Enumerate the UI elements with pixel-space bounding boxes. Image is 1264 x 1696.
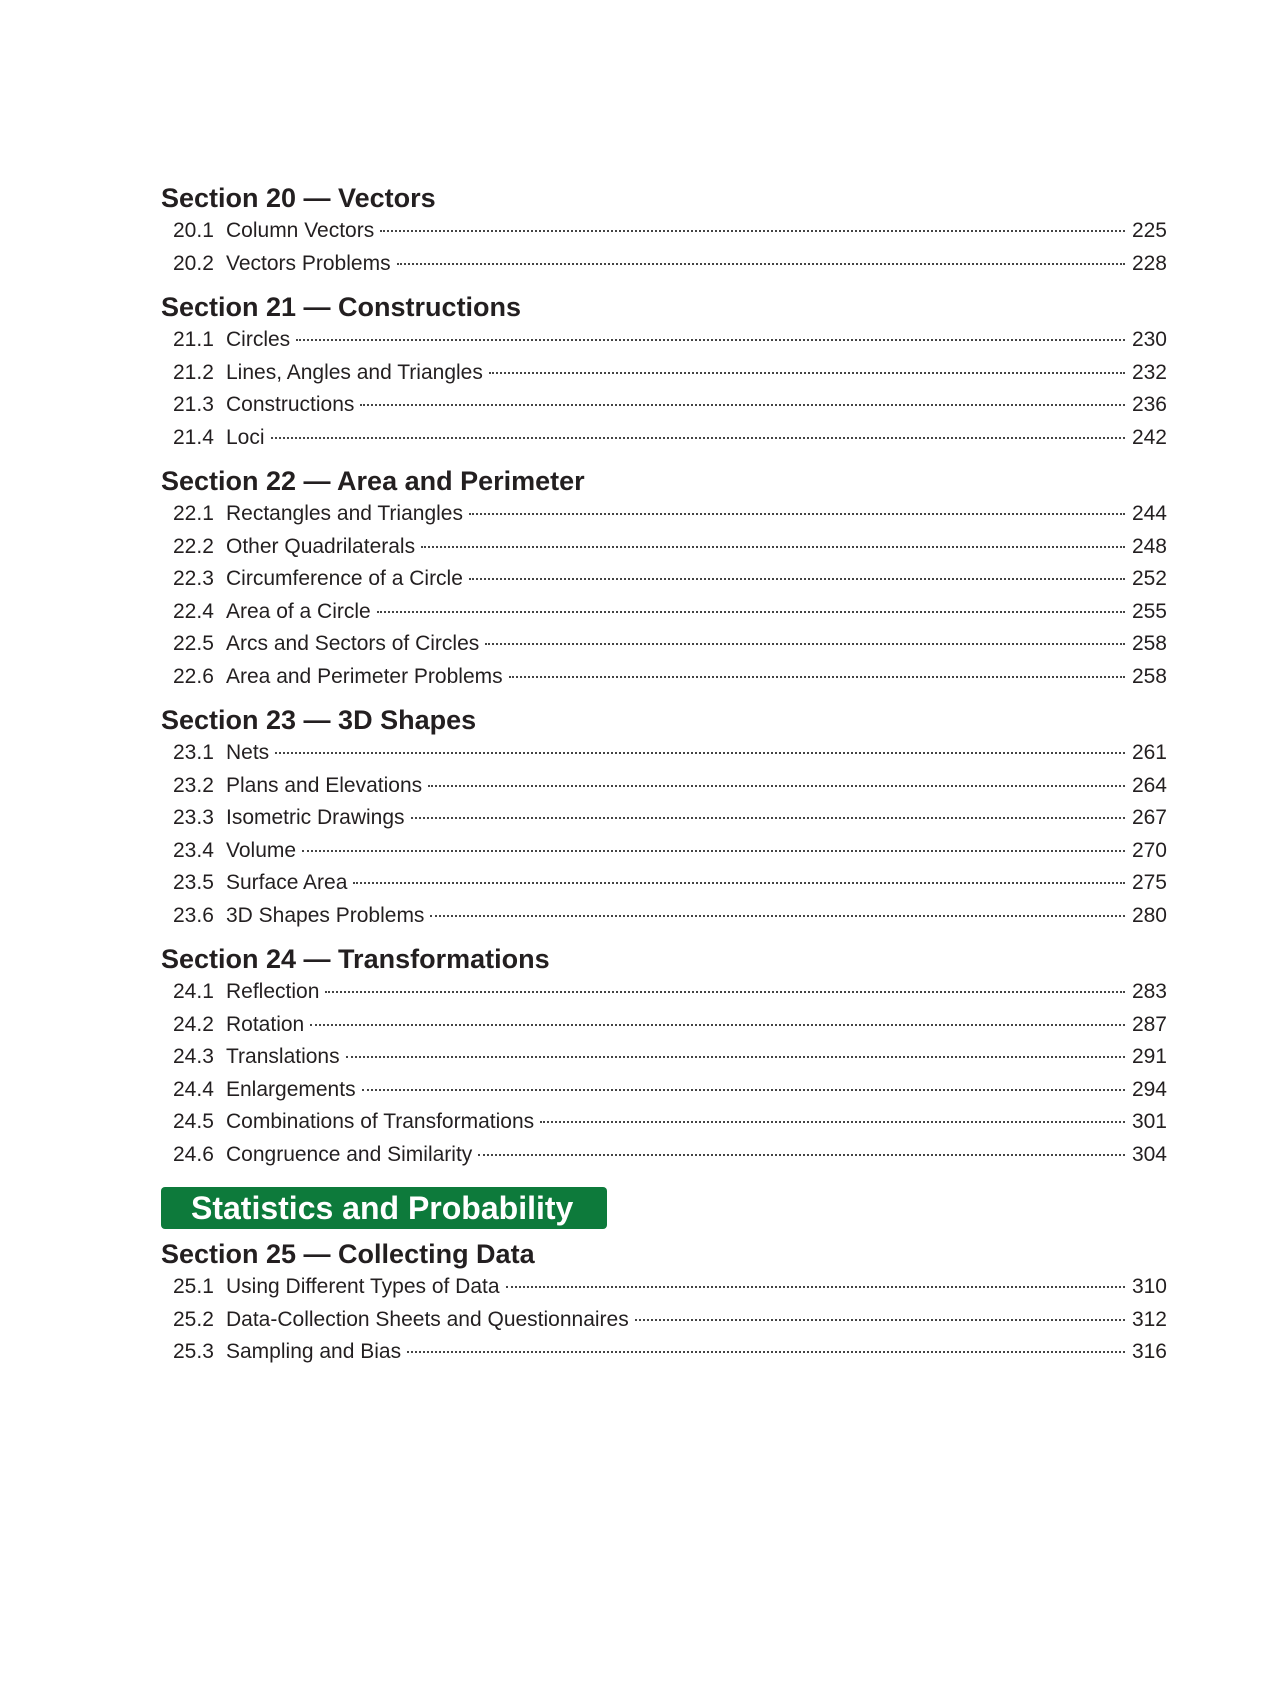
- entry-page-number: 258: [1131, 664, 1167, 688]
- entry-title: Nets: [226, 741, 270, 764]
- toc-entry[interactable]: [161, 661, 1167, 694]
- entry-number: 24.6: [173, 1142, 214, 1166]
- toc-section: [161, 181, 1167, 280]
- toc-entry[interactable]: [161, 389, 1167, 422]
- dot-leader: [380, 230, 1125, 232]
- toc-entry[interactable]: [161, 1336, 1167, 1369]
- entry-title: Loci: [226, 425, 265, 449]
- dot-leader: [407, 1351, 1125, 1353]
- entry-title: Area of a Circle: [226, 599, 371, 623]
- dot-leader: [635, 1319, 1125, 1321]
- entry-page-number: 225: [1131, 219, 1167, 242]
- dot-leader: [353, 882, 1125, 884]
- entry-page-number: 312: [1131, 1307, 1167, 1331]
- dot-leader: [275, 752, 1125, 754]
- toc-entry[interactable]: [161, 324, 1167, 357]
- entry-number: 23.3: [173, 806, 214, 829]
- entry-title: Using Different Types of Data: [226, 1275, 500, 1298]
- toc-entry[interactable]: [161, 802, 1167, 835]
- entry-title: Constructions: [226, 393, 355, 416]
- section-title: Section 23 — 3D Shapes: [161, 705, 477, 735]
- entry-number: 23.2: [173, 773, 214, 797]
- entry-number: 23.5: [173, 871, 214, 894]
- entry-title: Surface Area: [226, 871, 348, 894]
- section-title: Section 22 — Area and Perimeter: [161, 466, 585, 496]
- toc-entry[interactable]: [161, 1271, 1167, 1304]
- entry-title: Reflection: [226, 980, 320, 1003]
- entry-page-number: 244: [1131, 502, 1167, 525]
- toc-entry[interactable]: [161, 1304, 1167, 1337]
- dot-leader: [428, 785, 1125, 787]
- entry-title: Data-Collection Sheets and Questionnaires: [226, 1307, 629, 1331]
- dot-leader: [397, 263, 1125, 265]
- dot-leader: [377, 611, 1125, 613]
- entry-page-number: 267: [1131, 806, 1167, 829]
- dot-leader: [540, 1121, 1125, 1123]
- toc-entry[interactable]: [161, 976, 1167, 1009]
- toc-entry[interactable]: [161, 498, 1167, 531]
- entry-page-number: 283: [1131, 980, 1167, 1003]
- entry-title: Isometric Drawings: [226, 806, 405, 829]
- dot-leader: [469, 578, 1125, 580]
- entry-number: 20.2: [173, 251, 214, 275]
- entry-page-number: 236: [1131, 393, 1167, 416]
- toc-entry[interactable]: [161, 1106, 1167, 1139]
- dot-leader: [302, 850, 1125, 852]
- section-title: Section 24 — Transformations: [161, 944, 550, 974]
- toc-entry[interactable]: [161, 770, 1167, 803]
- entry-page-number: 280: [1131, 903, 1167, 927]
- toc-entry[interactable]: [161, 1139, 1167, 1172]
- entry-page-number: 230: [1131, 328, 1167, 351]
- entry-number: 25.1: [173, 1275, 214, 1298]
- toc-entry[interactable]: [161, 596, 1167, 629]
- entry-title: Lines, Angles and Triangles: [226, 360, 483, 384]
- entry-title: Volume: [226, 838, 297, 862]
- toc-entry[interactable]: [161, 867, 1167, 900]
- entry-number: 21.2: [173, 360, 214, 384]
- entry-title: Rectangles and Triangles: [226, 502, 463, 525]
- entry-page-number: 310: [1131, 1275, 1167, 1298]
- dot-leader: [478, 1154, 1125, 1156]
- entry-page-number: 270: [1131, 838, 1167, 862]
- entry-number: 24.2: [173, 1012, 214, 1036]
- toc-entry[interactable]: [161, 1009, 1167, 1042]
- entry-title: Area and Perimeter Problems: [226, 664, 503, 688]
- dot-leader: [310, 1024, 1125, 1026]
- toc-entry[interactable]: [161, 628, 1167, 661]
- entry-number: 24.1: [173, 980, 214, 1003]
- entry-page-number: 228: [1131, 251, 1167, 275]
- toc-entry[interactable]: [161, 835, 1167, 868]
- toc-section: [161, 464, 1167, 693]
- entry-page-number: 255: [1131, 599, 1167, 623]
- sections-list: [161, 181, 1167, 1171]
- toc-entry[interactable]: [161, 215, 1167, 248]
- toc-entry[interactable]: [161, 531, 1167, 564]
- entry-title: 3D Shapes Problems: [226, 903, 425, 927]
- toc-entry[interactable]: [161, 1074, 1167, 1107]
- section-title: Section 25 — Collecting Data: [161, 1239, 535, 1269]
- entry-page-number: 287: [1131, 1012, 1167, 1036]
- toc-section: [161, 942, 1167, 1171]
- entry-page-number: 291: [1131, 1045, 1167, 1068]
- entry-page-number: 248: [1131, 534, 1167, 558]
- entry-number: 23.1: [173, 741, 214, 764]
- entry-page-number: 316: [1131, 1340, 1167, 1363]
- entry-title: Other Quadrilaterals: [226, 534, 416, 558]
- toc-entry[interactable]: [161, 563, 1167, 596]
- toc-entry[interactable]: [161, 422, 1167, 455]
- entry-number: 21.3: [173, 393, 214, 416]
- section-title: Section 20 — Vectors: [161, 183, 436, 213]
- toc-entry[interactable]: [161, 900, 1167, 933]
- entry-number: 25.3: [173, 1340, 214, 1363]
- entry-title: Circumference of a Circle: [226, 567, 463, 590]
- entry-title: Enlargements: [226, 1077, 356, 1101]
- entry-page-number: 275: [1131, 871, 1167, 894]
- toc-entry[interactable]: [161, 357, 1167, 390]
- entry-number: 22.1: [173, 502, 214, 525]
- entry-title: Circles: [226, 328, 291, 351]
- entry-number: 25.2: [173, 1307, 214, 1331]
- dot-leader: [469, 513, 1125, 515]
- entry-page-number: 304: [1131, 1142, 1167, 1166]
- dot-leader: [362, 1089, 1125, 1091]
- entry-number: 22.4: [173, 599, 214, 623]
- entry-number: 22.6: [173, 664, 214, 688]
- entry-number: 24.5: [173, 1110, 214, 1133]
- dot-leader: [430, 915, 1125, 917]
- entry-title: Combinations of Transformations: [226, 1110, 535, 1133]
- dot-leader: [346, 1056, 1125, 1058]
- toc-section: [161, 1237, 1167, 1369]
- entry-title: Congruence and Similarity: [226, 1142, 473, 1166]
- part-banner-statistics: Statistics and Probability: [161, 1187, 607, 1229]
- dot-leader: [325, 991, 1125, 993]
- entry-page-number: 261: [1131, 741, 1167, 764]
- entry-number: 24.3: [173, 1045, 214, 1068]
- entry-number: 20.1: [173, 219, 214, 242]
- entry-number: 21.4: [173, 425, 214, 449]
- toc-entry[interactable]: [161, 248, 1167, 281]
- part-sections-list: [161, 1237, 1167, 1369]
- toc-entry[interactable]: [161, 1041, 1167, 1074]
- entry-title: Sampling and Bias: [226, 1340, 402, 1363]
- entry-title: Column Vectors: [226, 219, 375, 242]
- entry-page-number: 242: [1131, 425, 1167, 449]
- entry-title: Translations: [226, 1045, 340, 1068]
- dot-leader: [489, 372, 1125, 374]
- entry-title: Vectors Problems: [226, 251, 391, 275]
- entry-page-number: 264: [1131, 773, 1167, 797]
- toc-section: [161, 703, 1167, 932]
- entry-number: 23.6: [173, 903, 214, 927]
- dot-leader: [411, 817, 1125, 819]
- entry-number: 22.3: [173, 567, 214, 590]
- entry-page-number: 252: [1131, 567, 1167, 590]
- dot-leader: [360, 404, 1125, 406]
- dot-leader: [509, 676, 1125, 678]
- dot-leader: [485, 643, 1125, 645]
- entry-page-number: 301: [1131, 1110, 1167, 1133]
- dot-leader: [296, 339, 1125, 341]
- toc-section: [161, 290, 1167, 454]
- dot-leader: [421, 546, 1125, 548]
- entry-page-number: 232: [1131, 360, 1167, 384]
- entry-title: Plans and Elevations: [226, 773, 423, 797]
- section-title: Section 21 — Constructions: [161, 292, 522, 322]
- entry-page-number: 258: [1131, 632, 1167, 655]
- entry-title: Rotation: [226, 1012, 305, 1036]
- entry-title: Arcs and Sectors of Circles: [226, 632, 480, 655]
- entry-number: 24.4: [173, 1077, 214, 1101]
- entry-number: 21.1: [173, 328, 214, 351]
- entry-number: 23.4: [173, 838, 214, 862]
- dot-leader: [506, 1286, 1125, 1288]
- toc-entry[interactable]: [161, 737, 1167, 770]
- entry-page-number: 294: [1131, 1077, 1167, 1101]
- entry-number: 22.5: [173, 632, 214, 655]
- entry-number: 22.2: [173, 534, 214, 558]
- dot-leader: [271, 437, 1125, 439]
- table-of-contents: [161, 181, 1167, 1369]
